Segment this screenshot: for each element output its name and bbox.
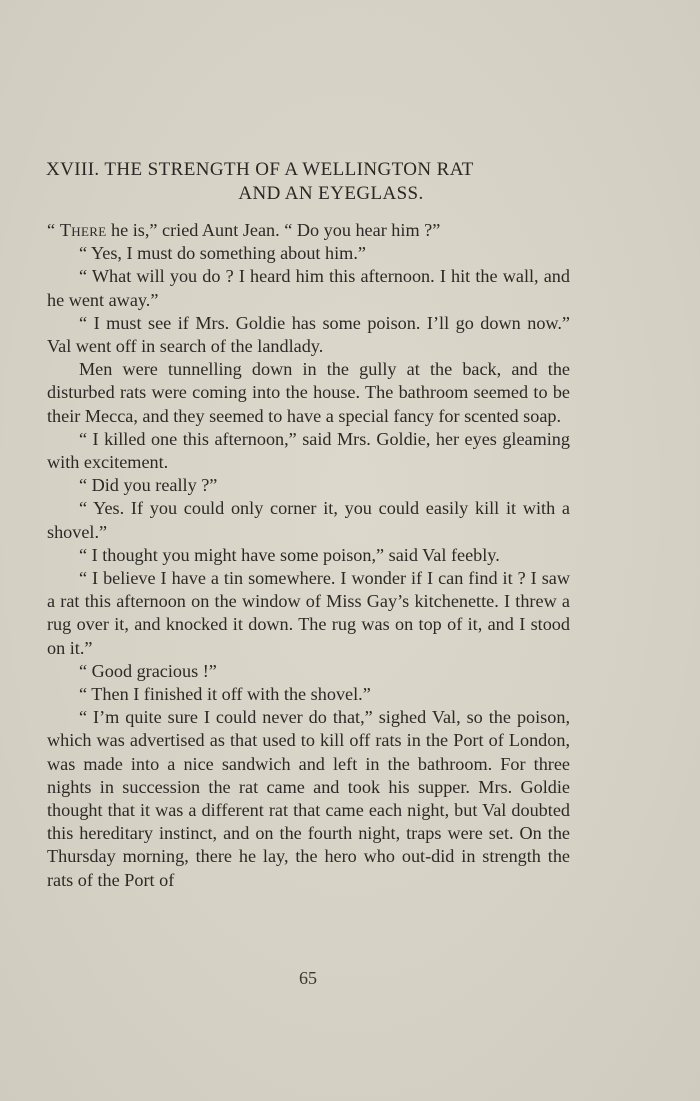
paragraph-text: he is,” cried Aunt Jean. “ Do you hear him ?” (106, 220, 441, 240)
paragraph: “ I believe I have a tin somewhere. I wonder if I can find it ? I saw a rat this afternoon on the window of Miss Gay’s kitchenette. I threw a rug over it, and knocked it down. The rug was on top of it, and I stood on it.” (47, 568, 570, 658)
paragraph: “ I thought you might have some poison,” said Val feebly. (79, 544, 500, 565)
paragraph-lead-smallcaps: “ There (47, 220, 107, 240)
paragraph: “ Did you really ?” (79, 475, 218, 496)
paragraph: Men were tunnelling down in the gully at the back, and the disturbed rats were coming into the house. The bathroom seemed to be their Mecca, and they seemed to have a special fancy for scented soap. (47, 359, 570, 426)
paragraph: “ I’m quite sure I could never do that,” sighed Val, so the poison, which was advertised as that used to kill off rats in the Port of London, was made into a nice sandwich and left in the bathroom. For three nights in succession the rat came and took his supper. Mrs. Goldie thought that it was a different rat that came each night, but Val doubted this hereditary instinct, and on the fourth night, traps were set. On the Thursday morning, there he lay, the hero who out-did in strength the rats of the Port of (47, 707, 570, 890)
page-number: 65 (299, 968, 317, 988)
paragraph: “ What will you do ? I heard him this afternoon. I hit the wall, and he went away.” (47, 266, 570, 310)
paragraph: “ Good gracious !” (79, 660, 217, 681)
chapter-heading-line-1: XVIII. THE STRENGTH OF A WELLINGTON RAT (46, 159, 474, 180)
paragraph: “ Then I finished it off with the shovel.” (79, 684, 371, 705)
chapter-heading-line-2: AND AN EYEGLASS. (238, 183, 424, 204)
chapter-heading (46, 158, 586, 206)
paragraph: “ Yes. If you could only corner it, you could easily kill it with a shovel.” (47, 498, 570, 542)
paragraph (47, 219, 570, 242)
paragraph: “ Yes, I must do something about him.” (79, 243, 366, 264)
body-text (47, 219, 570, 892)
paragraph: “ I must see if Mrs. Goldie has some poison. I’ll go down now.” Val went off in search of the landlady. (47, 312, 570, 357)
paragraph: “ I killed one this afternoon,” said Mrs. Goldie, her eyes gleaming with excitement. (47, 428, 570, 473)
